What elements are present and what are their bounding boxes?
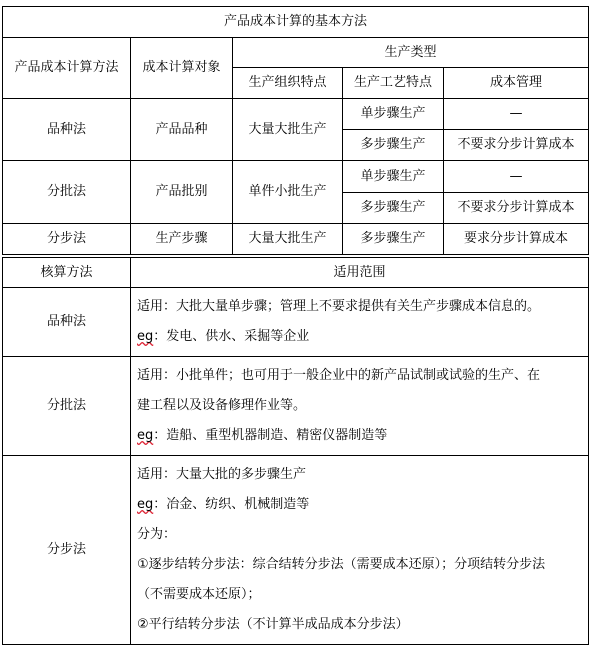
header-accounting-method: 核算方法 — [3, 258, 131, 288]
mgmt-cell: 要求分步计算成本 — [444, 224, 589, 255]
method-cell: 分批法 — [3, 357, 131, 456]
scope-line: 分为： — [137, 527, 177, 542]
scope-line: （不需要成本还原）； — [137, 587, 261, 602]
eg-label: eg — [137, 497, 154, 512]
method-cell: 分步法 — [3, 456, 131, 645]
example-text: ：发电、供水、采掘等企业 — [153, 329, 310, 344]
org-cell: 大量大批生产 — [233, 224, 343, 255]
tech-cell: 多步骤生产 — [343, 130, 444, 161]
scope-table — [2, 257, 589, 645]
method-cell: 品种法 — [3, 288, 131, 357]
header-mgmt: 成本管理 — [444, 68, 589, 99]
scope-line: ②平行结转分步法（不计算半成品成本分步法） — [137, 617, 409, 632]
tech-cell: 多步骤生产 — [343, 193, 444, 224]
tech-cell: 单步骤生产 — [343, 99, 444, 130]
example-line — [137, 322, 582, 352]
header-tech: 生产工艺特点 — [343, 68, 444, 99]
object-cell: 生产步骤 — [131, 224, 233, 255]
scope-line: 适用：大批大量单步骤；管理上不要求提供有关生产步骤成本信息的。 — [137, 299, 541, 314]
header-org: 生产组织特点 — [233, 68, 343, 99]
header-production-type: 生产类型 — [233, 38, 589, 68]
tech-cell: 多步骤生产 — [343, 224, 444, 255]
mgmt-cell: — — [444, 99, 589, 130]
header-scope: 适用范围 — [131, 258, 589, 288]
example-line — [137, 490, 582, 520]
scope-cell — [131, 357, 589, 456]
example-text: ：造船、重型机器制造、精密仪器制造等 — [153, 428, 388, 443]
method-cell: 分步法 — [3, 224, 131, 255]
org-cell: 大量大批生产 — [233, 99, 343, 161]
scope-line: 适用：大量大批的多步骤生产 — [137, 467, 307, 482]
example-text: ：冶金、纺织、机械制造等 — [153, 497, 310, 512]
method-cell: 分批法 — [3, 161, 131, 224]
object-cell: 产品品种 — [131, 99, 233, 161]
scope-line: 建工程以及设备修理作业等。 — [137, 398, 307, 413]
scope-line: ①逐步结转分步法：综合结转分步法（需要成本还原）；分项结转分步法 — [137, 557, 546, 572]
header-object: 成本计算对象 — [131, 38, 233, 99]
object-cell: 产品批别 — [131, 161, 233, 224]
mgmt-cell: — — [444, 161, 589, 193]
header-method: 产品成本计算方法 — [3, 38, 131, 99]
scope-line: 适用：小批单件；也可用于一般企业中的新产品试制或试验的生产、在 — [137, 368, 541, 383]
table-title: 产品成本计算的基本方法 — [3, 7, 589, 38]
eg-label: eg — [137, 329, 154, 344]
mgmt-cell: 不要求分步计算成本 — [444, 130, 589, 161]
eg-label: eg — [137, 428, 154, 443]
example-line — [137, 421, 582, 451]
mgmt-cell: 不要求分步计算成本 — [444, 193, 589, 224]
org-cell: 单件小批生产 — [233, 161, 343, 224]
scope-cell — [131, 456, 589, 645]
scope-cell — [131, 288, 589, 357]
cost-methods-table — [2, 6, 589, 255]
method-cell: 品种法 — [3, 99, 131, 161]
tech-cell: 单步骤生产 — [343, 161, 444, 193]
